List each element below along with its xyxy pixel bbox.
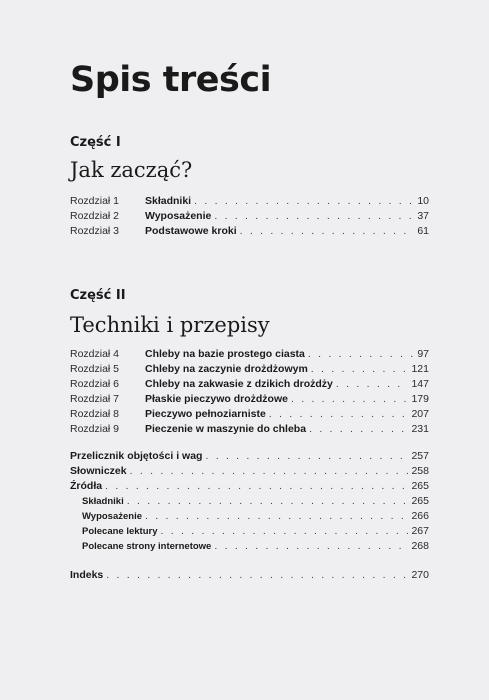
page-number: 179 xyxy=(411,393,429,405)
entry-title: Polecane strony internetowe xyxy=(82,541,212,552)
entry-title: Składniki xyxy=(82,496,124,507)
chapter-number: Rozdział 2 xyxy=(70,210,120,222)
page-number: 258 xyxy=(411,465,429,477)
part-1-title: Jak zacząć? xyxy=(70,158,193,182)
toc-entry[interactable] xyxy=(70,347,429,362)
dot-leader xyxy=(145,509,408,524)
toc-entry[interactable] xyxy=(70,479,429,494)
dot-leader xyxy=(214,209,414,224)
entry-title: Przelicznik objętości i wag xyxy=(70,450,203,462)
chapter-number: Rozdział 8 xyxy=(70,408,120,420)
dot-leader xyxy=(205,449,408,464)
page-number: 207 xyxy=(411,408,429,420)
page-number: 121 xyxy=(411,363,429,375)
dot-leader xyxy=(194,194,414,209)
page-number: 10 xyxy=(417,195,429,207)
entry-title: Indeks xyxy=(70,569,104,581)
entry-title: Źródła xyxy=(70,480,103,492)
toc-entry[interactable] xyxy=(70,224,429,239)
page-number: 257 xyxy=(411,450,429,462)
page-title: Spis treści xyxy=(70,60,272,100)
entry-title: Wyposażenie xyxy=(82,511,143,522)
page-number: 231 xyxy=(411,423,429,435)
chapter-title: Pieczenie w maszynie do chleba xyxy=(145,423,307,435)
chapter-title: Chleby na bazie prostego ciasta xyxy=(145,348,305,360)
page-number: 268 xyxy=(411,540,429,552)
toc-entry[interactable] xyxy=(70,568,429,583)
dot-leader xyxy=(130,464,409,479)
page-number: 265 xyxy=(411,480,429,492)
toc-entry[interactable] xyxy=(70,377,429,392)
chapter-number: Rozdział 5 xyxy=(70,363,120,375)
dot-leader xyxy=(240,224,415,239)
entry-title: Polecane lektury xyxy=(82,526,158,537)
toc-subentry[interactable] xyxy=(70,524,429,539)
dot-leader xyxy=(214,539,408,554)
page-number: 270 xyxy=(411,569,429,581)
chapter-title: Chleby na zakwasie z dzikich drożdży xyxy=(145,378,333,390)
appendix-list xyxy=(70,449,429,554)
toc-entry[interactable] xyxy=(70,407,429,422)
toc-entry[interactable] xyxy=(70,194,429,209)
part-2-title: Techniki i przepisy xyxy=(70,313,270,337)
page-number: 37 xyxy=(417,210,429,222)
dot-leader xyxy=(291,392,409,407)
toc-subentry[interactable] xyxy=(70,509,429,524)
toc-entry[interactable] xyxy=(70,392,429,407)
chapter-number: Rozdział 1 xyxy=(70,195,120,207)
dot-leader xyxy=(336,377,409,392)
chapter-number: Rozdział 7 xyxy=(70,393,120,405)
dot-leader xyxy=(269,407,409,422)
part-2-chapter-list xyxy=(70,347,429,437)
page-number: 265 xyxy=(411,495,429,507)
dot-leader xyxy=(106,568,408,583)
toc-entry[interactable] xyxy=(70,362,429,377)
dot-leader xyxy=(127,494,409,509)
page-number: 61 xyxy=(417,225,429,237)
chapter-title: Podstawowe kroki xyxy=(145,225,237,237)
chapter-number: Rozdział 6 xyxy=(70,378,120,390)
chapter-number: Rozdział 4 xyxy=(70,348,120,360)
toc-entry[interactable] xyxy=(70,449,429,464)
page-number: 266 xyxy=(411,510,429,522)
page-number: 97 xyxy=(417,348,429,360)
dot-leader xyxy=(308,347,414,362)
chapter-title: Składniki xyxy=(145,195,192,207)
part-1-chapter-list xyxy=(70,194,429,239)
toc-entry[interactable] xyxy=(70,422,429,437)
part-1-label: Część I xyxy=(70,135,121,150)
page-number: 267 xyxy=(411,525,429,537)
index-entry-block xyxy=(70,568,429,583)
chapter-title: Płaskie pieczywo drożdżowe xyxy=(145,393,288,405)
part-2-label: Część II xyxy=(70,288,126,303)
chapter-title: Wyposażenie xyxy=(145,210,212,222)
dot-leader xyxy=(311,362,409,377)
toc-subentry[interactable] xyxy=(70,539,429,554)
toc-entry[interactable] xyxy=(70,464,429,479)
entry-title: Słowniczek xyxy=(70,465,127,477)
chapter-number: Rozdział 9 xyxy=(70,423,120,435)
toc-entry[interactable] xyxy=(70,209,429,224)
chapter-title: Chleby na zaczynie drożdżowym xyxy=(145,363,308,375)
dot-leader xyxy=(309,422,408,437)
chapter-number: Rozdział 3 xyxy=(70,225,120,237)
page-number: 147 xyxy=(411,378,429,390)
chapter-title: Pieczywo pełnoziarniste xyxy=(145,408,266,420)
dot-leader xyxy=(105,479,408,494)
toc-subentry[interactable] xyxy=(70,494,429,509)
dot-leader xyxy=(161,524,409,539)
